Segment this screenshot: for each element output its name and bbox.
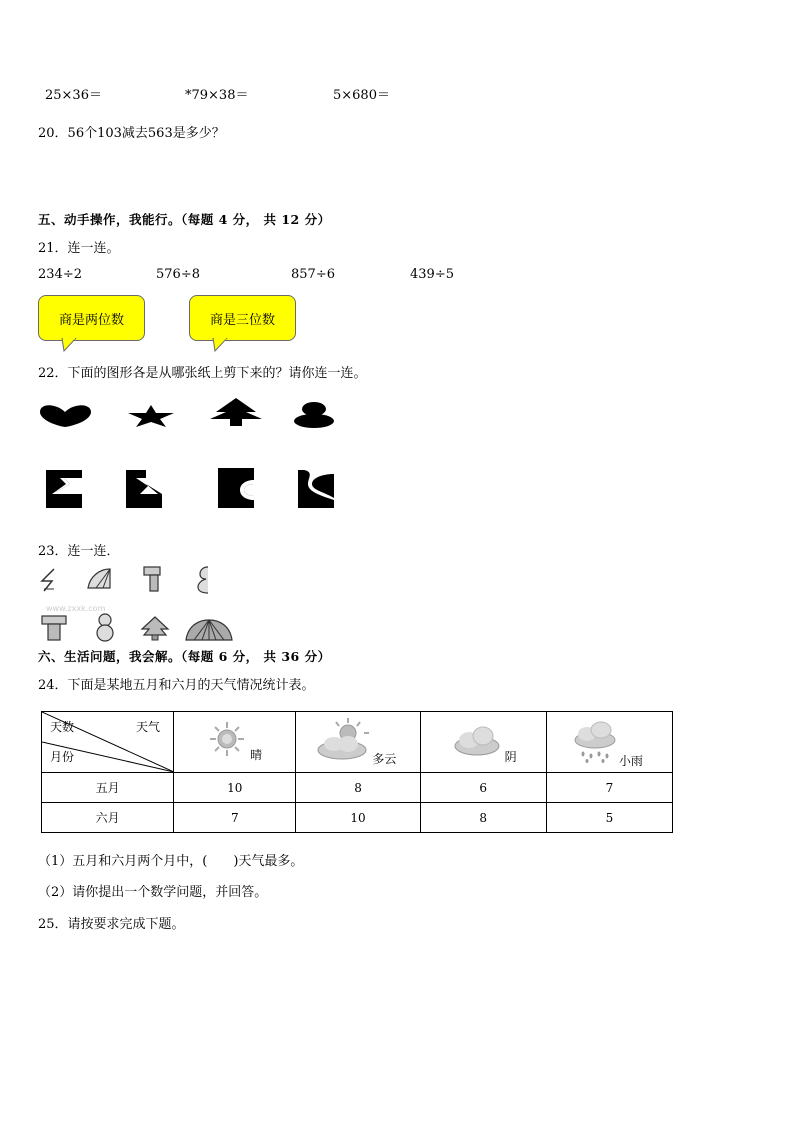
sun-cloud-icon — [314, 716, 372, 762]
cut-paper-4-icon — [298, 470, 336, 508]
question-21: 21．连一连。 — [38, 241, 120, 256]
expr-1: 234÷2 — [38, 267, 82, 282]
star-shape-icon — [126, 404, 176, 428]
rain-cloud-icon — [571, 718, 621, 764]
question-24-part-1: （1）五月和六月两个月中，( )天气最多。 — [38, 854, 304, 869]
watermark: www.zxxk.com — [46, 604, 106, 613]
section-6-heading: 六、生活问题，我会解。（每题 6 分， 共 36 分） — [38, 649, 331, 664]
value-cell: 8 — [420, 803, 546, 833]
value-cell: 10 — [174, 773, 296, 803]
question-24-part-2: （2）请你提出一个数学问题，并回答。 — [38, 885, 268, 900]
weather-table — [41, 711, 673, 833]
snowman-shape-icon — [292, 401, 336, 429]
weather-label-cloudy: 多云 — [372, 752, 397, 766]
calc-item-1: 25×36＝ — [45, 88, 102, 103]
half-house-icon — [142, 565, 162, 593]
table-row — [42, 773, 673, 803]
heart-shape-icon — [38, 403, 93, 428]
weather-label-sunny: 晴 — [250, 748, 263, 762]
half-umbrella-icon — [86, 566, 114, 592]
corner-month-label: 月份 — [50, 750, 75, 764]
question-20: 20．56个103减去563是多少？ — [38, 126, 225, 141]
value-cell: 5 — [546, 803, 672, 833]
header-light-rain — [546, 712, 672, 773]
month-cell: 五月 — [42, 773, 174, 803]
value-cell: 6 — [420, 773, 546, 803]
full-tree-icon — [140, 615, 170, 641]
header-sunny — [174, 712, 296, 773]
value-cell: 7 — [546, 773, 672, 803]
corner-days-label: 天数 — [50, 720, 75, 734]
cut-paper-3-icon — [218, 468, 256, 508]
full-umbrella-icon — [184, 618, 234, 642]
month-cell: 六月 — [42, 803, 174, 833]
corner-weather-label: 天气 — [136, 720, 161, 734]
calc-item-3: 5×680＝ — [333, 88, 390, 103]
bubble-label: 商是两位数 — [58, 312, 124, 328]
bubble-three-digit[interactable] — [189, 295, 296, 341]
table-corner-cell — [42, 712, 174, 773]
question-25: 25．请按要求完成下题。 — [38, 917, 185, 932]
cut-paper-2-icon — [126, 470, 164, 508]
half-snowman-icon — [196, 565, 212, 595]
arrow-tree-shape-icon — [208, 397, 264, 427]
weather-label-rain: 小雨 — [618, 754, 643, 768]
value-cell: 8 — [296, 773, 420, 803]
expr-2: 576÷8 — [156, 267, 200, 282]
value-cell: 10 — [296, 803, 420, 833]
sun-icon — [208, 720, 246, 758]
header-cloudy — [296, 712, 420, 773]
value-cell: 7 — [174, 803, 296, 833]
full-snowman-icon — [94, 612, 116, 642]
header-overcast — [420, 712, 546, 773]
expr-3: 857÷6 — [291, 267, 335, 282]
question-23: 23．连一连． — [38, 544, 120, 559]
bubble-label: 商是三位数 — [209, 312, 275, 328]
question-24: 24．下面是某地五月和六月的天气情况统计表。 — [38, 678, 315, 693]
question-22: 22．下面的图形各是从哪张纸上剪下来的？请你连一连。 — [38, 366, 367, 381]
table-row — [42, 803, 673, 833]
bubble-two-digit[interactable] — [38, 295, 145, 341]
section-5-heading: 五、动手操作，我能行。（每题 4 分， 共 12 分） — [38, 212, 331, 227]
expr-4: 439÷5 — [410, 267, 454, 282]
cloud-icon — [451, 722, 501, 758]
weather-label-overcast: 阴 — [504, 750, 517, 764]
bubble-tail-icon — [60, 338, 80, 352]
cut-paper-1-icon — [46, 470, 84, 508]
calc-item-2: *79×38＝ — [185, 88, 249, 103]
half-lightning-icon — [40, 567, 62, 593]
bubble-tail-icon — [211, 338, 231, 352]
full-house-icon — [40, 614, 68, 642]
